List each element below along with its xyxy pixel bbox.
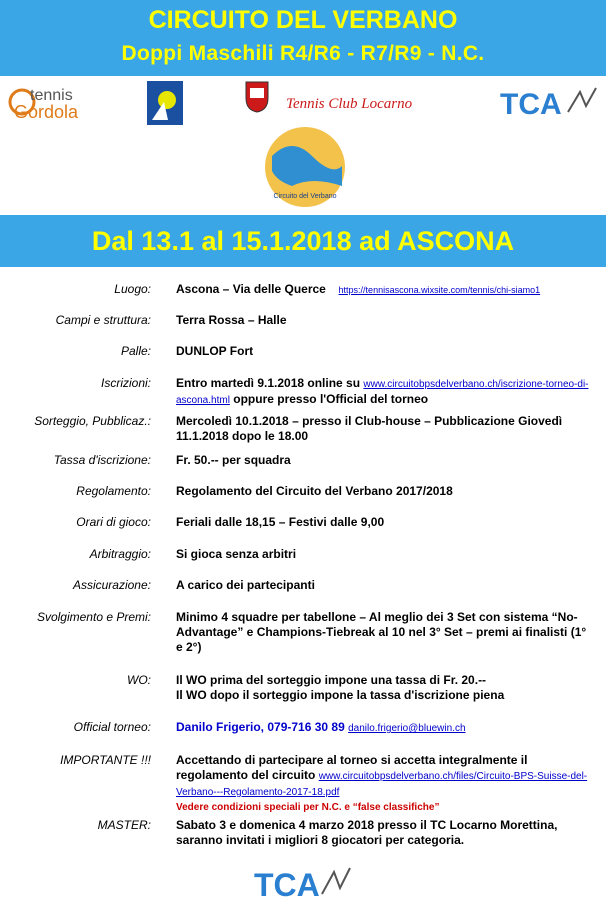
row-value: Accettando di partecipare al torneo si accetta integralmente il regolamento del circuito www.circuitobpsdelverbano.ch/files/Circuito-BPS-Suisse-del-Verbano---Regolamento-2017-18.pdf Vedere condizioni speciali per N.C. e “false classifiche” xyxy=(176,753,596,815)
row-label: Assicurazione: xyxy=(72,578,151,592)
row-label: Campi e struttura: xyxy=(55,313,151,327)
row-label: Luogo: xyxy=(114,282,151,296)
row-label: WO: xyxy=(127,673,151,687)
tennis-club-logo xyxy=(146,80,184,126)
svg-text:Gordola: Gordola xyxy=(14,102,79,122)
row-value: DUNLOP Fort xyxy=(176,344,254,358)
row-label: Orari di gioco: xyxy=(76,515,151,529)
row-value: Si gioca senza arbitri xyxy=(176,547,297,561)
regulation-pdf-link[interactable]: www.circuitobpsdelverbano.ch/files/Circuito-BPS-Suisse-del-Verbano---Regolamento-2017-18.pdf xyxy=(176,771,588,798)
official-name-phone: Danilo Frigerio, 079-716 30 89 xyxy=(176,720,345,734)
row-value: Il WO prima del sorteggio impone una tassa di Fr. 20.-- Il WO dopo il sorteggio impone la tassa d'iscrizione piena xyxy=(176,673,505,702)
row-value: Feriali dalle 18,15 – Festivi dalle 9,00 xyxy=(176,515,385,529)
registration-link[interactable]: www.circuitobpsdelverbano.ch/iscrizione-torneo-di-ascona.html xyxy=(176,379,589,406)
row-value: Fr. 50.-- per squadra xyxy=(176,453,291,467)
row-value: Minimo 4 squadre per tabellone – Al meglio dei 3 Set con sistema “No- Advantage” e Champions-Tiebreak al 10 nel 3° Set – premi ai finalisti (1° e 2°) xyxy=(176,610,587,654)
row-label: Palle: xyxy=(120,344,151,358)
row-value: Entro martedì 9.1.2018 online su www.circuitobpsdelverbano.ch/iscrizione-torneo-di-ascona.html oppure presso l'Official del torneo xyxy=(176,376,589,406)
row-label: Official torneo: xyxy=(73,720,151,734)
row-value: Ascona – Via delle Querce https://tennisascona.wixsite.com/tennis/chi-siamo1 xyxy=(176,282,541,296)
svg-text:Circuito del Verbano: Circuito del Verbano xyxy=(273,193,337,200)
special-conditions-note: Vedere condizioni speciali per N.C. e “false classifiche” xyxy=(176,802,440,813)
row-label: MASTER: xyxy=(97,818,151,832)
svg-text:tennis: tennis xyxy=(30,87,73,104)
row-value: Sabato 3 e domenica 4 marzo 2018 presso il TC Locarno Morettina, saranno invitati i migliori 8 giocatori per categoria. xyxy=(176,818,558,847)
club-website-link[interactable]: https://tennisascona.wixsite.com/tennis/chi-siamo1 xyxy=(338,285,541,295)
row-value xyxy=(176,720,596,736)
row-value: A carico dei partecipanti xyxy=(176,578,315,592)
locarno-crest-icon xyxy=(244,80,270,114)
row-label: Tassa d'iscrizione: xyxy=(53,453,151,467)
page-subtitle: Doppi Maschili R4/R6 - R7/R9 - N.C. xyxy=(121,42,485,65)
row-label: Svolgimento e Premi: xyxy=(36,610,151,624)
tca-logo xyxy=(498,84,600,122)
row-label: Sorteggio, Pubblicaz.: xyxy=(34,414,151,428)
circuito-verbano-logo xyxy=(262,126,348,208)
row-value: Mercoledì 10.1.2018 – presso il Club-house – Pubblicazione Giovedì 11.1.2018 dopo le 18.00 xyxy=(176,414,563,443)
row-label: IMPORTANTE !!! xyxy=(60,753,151,767)
official-email-link[interactable]: danilo.frigerio@bluewin.ch xyxy=(348,723,466,734)
svg-text:TCA: TCA xyxy=(500,88,562,121)
row-label: Iscrizioni: xyxy=(100,376,151,390)
row-value: Regolamento del Circuito del Verbano 2017/2018 xyxy=(176,484,453,498)
tca-footer-logo xyxy=(252,862,354,906)
row-value: Terra Rossa – Halle xyxy=(176,313,287,327)
date-banner-text: Dal 13.1 al 15.1.2018 ad ASCONA xyxy=(91,226,515,256)
row-label: Arbitraggio: xyxy=(89,547,151,561)
svg-text:TCA: TCA xyxy=(254,867,320,903)
row-label: Regolamento: xyxy=(76,484,151,498)
page-title: CIRCUITO DEL VERBANO xyxy=(148,6,458,34)
tennis-club-locarno-text: Tennis Club Locarno xyxy=(286,96,413,112)
gordola-logo xyxy=(6,84,106,124)
